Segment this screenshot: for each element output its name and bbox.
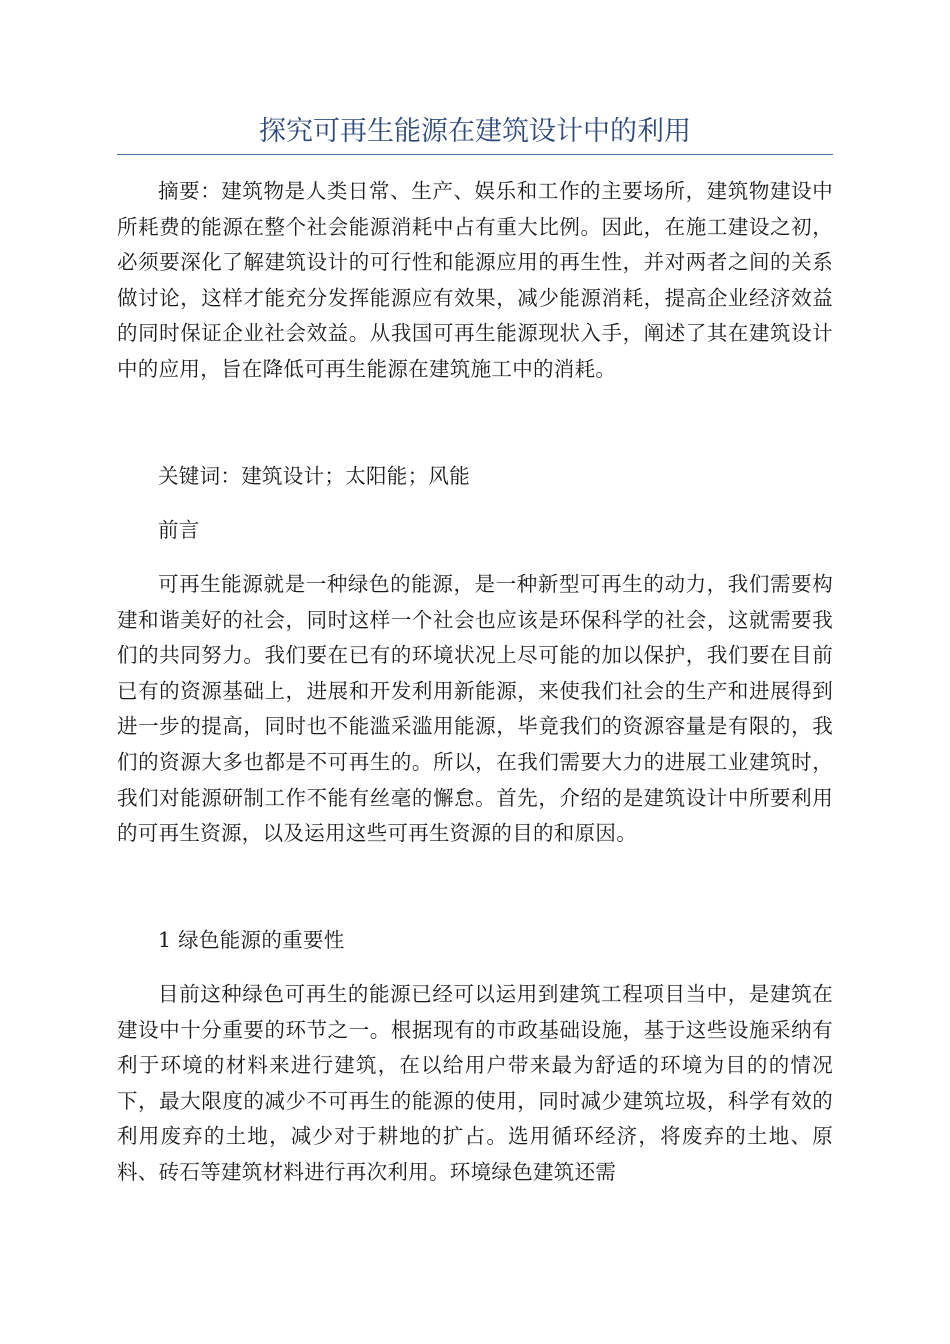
- section1-paragraph: 目前这种绿色可再生的能源已经可以运用到建筑工程项目当中，是建筑在建设中十分重要的环节之一。根据现有的市政基础设施，基于这些设施采纳有利于环境的材料来进行建筑，在以给用户带来最为舒适的环境为目的的情况下，最大限度的减少不可再生的能源的使用，同时减少建筑垃圾，科学有效的利用废弃的土地，减少对于耕地的扩占。选用循环经济，将废弃的土地、原料、砖石等建筑材料进行再次利用。环境绿色建筑还需: [117, 982, 833, 1184]
- abstract-block: [117, 174, 833, 388]
- keywords-line: 关键词：建筑设计；太阳能；风能: [158, 464, 470, 488]
- abstract-paragraph: 摘要：建筑物是人类日常、生产、娱乐和工作的主要场所，建筑物建设中所耗费的能源在整个社会能源消耗中占有重大比例。因此，在施工建设之初，必须要深化了解建筑设计的可行性和能源应用的再生性，并对两者之间的关系做讨论，这样才能充分发挥能源应有效果，减少能源消耗，提高企业经济效益的同时保证企业社会效益。从我国可再生能源现状入手，阐述了其在建筑设计中的应用，旨在降低可再生能源在建筑施工中的消耗。: [117, 179, 833, 381]
- preface-heading: 前言: [158, 518, 200, 542]
- title-underline: [117, 154, 833, 155]
- document-title: 探究可再生能源在建筑设计中的利用: [259, 116, 691, 147]
- intro-paragraph: 可再生能源就是一种绿色的能源，是一种新型可再生的动力，我们需要构建和谐美好的社会，同时这样一个社会也应该是环保科学的社会，这就需要我们的共同努力。我们要在已有的环境状况上尽可能的加以保护，我们要在目前已有的资源基础上，进展和开发利用新能源，来使我们社会的生产和进展得到进一步的提高，同时也不能滥采滥用能源，毕竟我们的资源容量是有限的，我们的资源大多也都是不可再生的。所以，在我们需要大力的进展工业建筑时，我们对能源研制工作不能有丝毫的懈怠。首先，介绍的是建筑设计中所要利用的可再生资源，以及运用这些可再生资源的目的和原因。: [117, 572, 833, 846]
- keywords-block: [117, 459, 833, 495]
- preface-block: [117, 513, 833, 549]
- section1-block: [117, 977, 833, 1191]
- section1-heading-block: [117, 923, 833, 959]
- intro-block: [117, 567, 833, 852]
- section1-heading: 1 绿色能源的重要性: [158, 928, 345, 952]
